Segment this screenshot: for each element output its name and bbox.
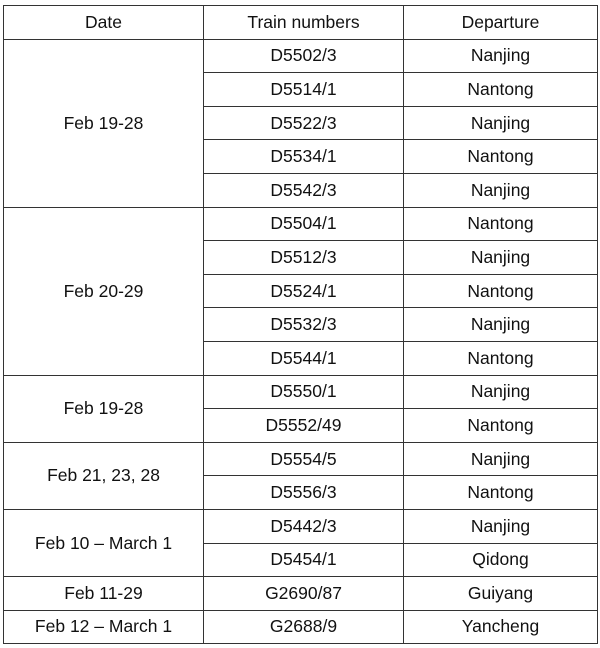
train-number-cell: G2688/9	[204, 610, 404, 644]
departure-cell: Yancheng	[404, 610, 598, 644]
date-cell: Feb 10 – March 1	[4, 509, 204, 576]
departure-cell: Qidong	[404, 543, 598, 577]
departure-cell: Nanjing	[404, 173, 598, 207]
train-number-cell: D5504/1	[204, 207, 404, 241]
train-number-cell: D5514/1	[204, 73, 404, 107]
table-row	[4, 610, 598, 644]
table-body	[4, 39, 598, 644]
departure-cell: Nantong	[404, 476, 598, 510]
date-cell: Feb 12 – March 1	[4, 610, 204, 644]
departure-cell: Guiyang	[404, 577, 598, 611]
header-departure: Departure	[404, 6, 598, 40]
train-number-cell: D5542/3	[204, 173, 404, 207]
train-number-cell: D5556/3	[204, 476, 404, 510]
date-cell: Feb 20-29	[4, 207, 204, 375]
table-row	[4, 207, 598, 241]
departure-cell: Nanjing	[404, 39, 598, 73]
train-number-cell: D5442/3	[204, 509, 404, 543]
table-row	[4, 375, 598, 409]
departure-cell: Nanjing	[404, 106, 598, 140]
header-train-numbers: Train numbers	[204, 6, 404, 40]
departure-cell: Nantong	[404, 274, 598, 308]
train-number-cell: D5532/3	[204, 308, 404, 342]
departure-cell: Nanjing	[404, 241, 598, 275]
train-number-cell: D5550/1	[204, 375, 404, 409]
departure-cell: Nantong	[404, 409, 598, 443]
header-date: Date	[4, 6, 204, 40]
table-row	[4, 39, 598, 73]
date-cell: Feb 11-29	[4, 577, 204, 611]
departure-cell: Nanjing	[404, 442, 598, 476]
departure-cell: Nantong	[404, 207, 598, 241]
departure-cell: Nanjing	[404, 308, 598, 342]
train-number-cell: D5534/1	[204, 140, 404, 174]
train-number-cell: D5502/3	[204, 39, 404, 73]
train-number-cell: D5512/3	[204, 241, 404, 275]
train-number-cell: D5524/1	[204, 274, 404, 308]
table-row	[4, 442, 598, 476]
table-row	[4, 509, 598, 543]
date-cell: Feb 19-28	[4, 375, 204, 442]
train-number-cell: D5522/3	[204, 106, 404, 140]
train-number-cell: D5552/49	[204, 409, 404, 443]
train-schedule-table	[3, 5, 598, 644]
train-number-cell: D5554/5	[204, 442, 404, 476]
departure-cell: Nanjing	[404, 375, 598, 409]
train-number-cell: D5454/1	[204, 543, 404, 577]
table-row	[4, 577, 598, 611]
departure-cell: Nantong	[404, 73, 598, 107]
train-number-cell: G2690/87	[204, 577, 404, 611]
date-cell: Feb 19-28	[4, 39, 204, 207]
departure-cell: Nantong	[404, 140, 598, 174]
departure-cell: Nantong	[404, 341, 598, 375]
departure-cell: Nanjing	[404, 509, 598, 543]
table-header-row	[4, 6, 598, 40]
date-cell: Feb 21, 23, 28	[4, 442, 204, 509]
train-number-cell: D5544/1	[204, 341, 404, 375]
